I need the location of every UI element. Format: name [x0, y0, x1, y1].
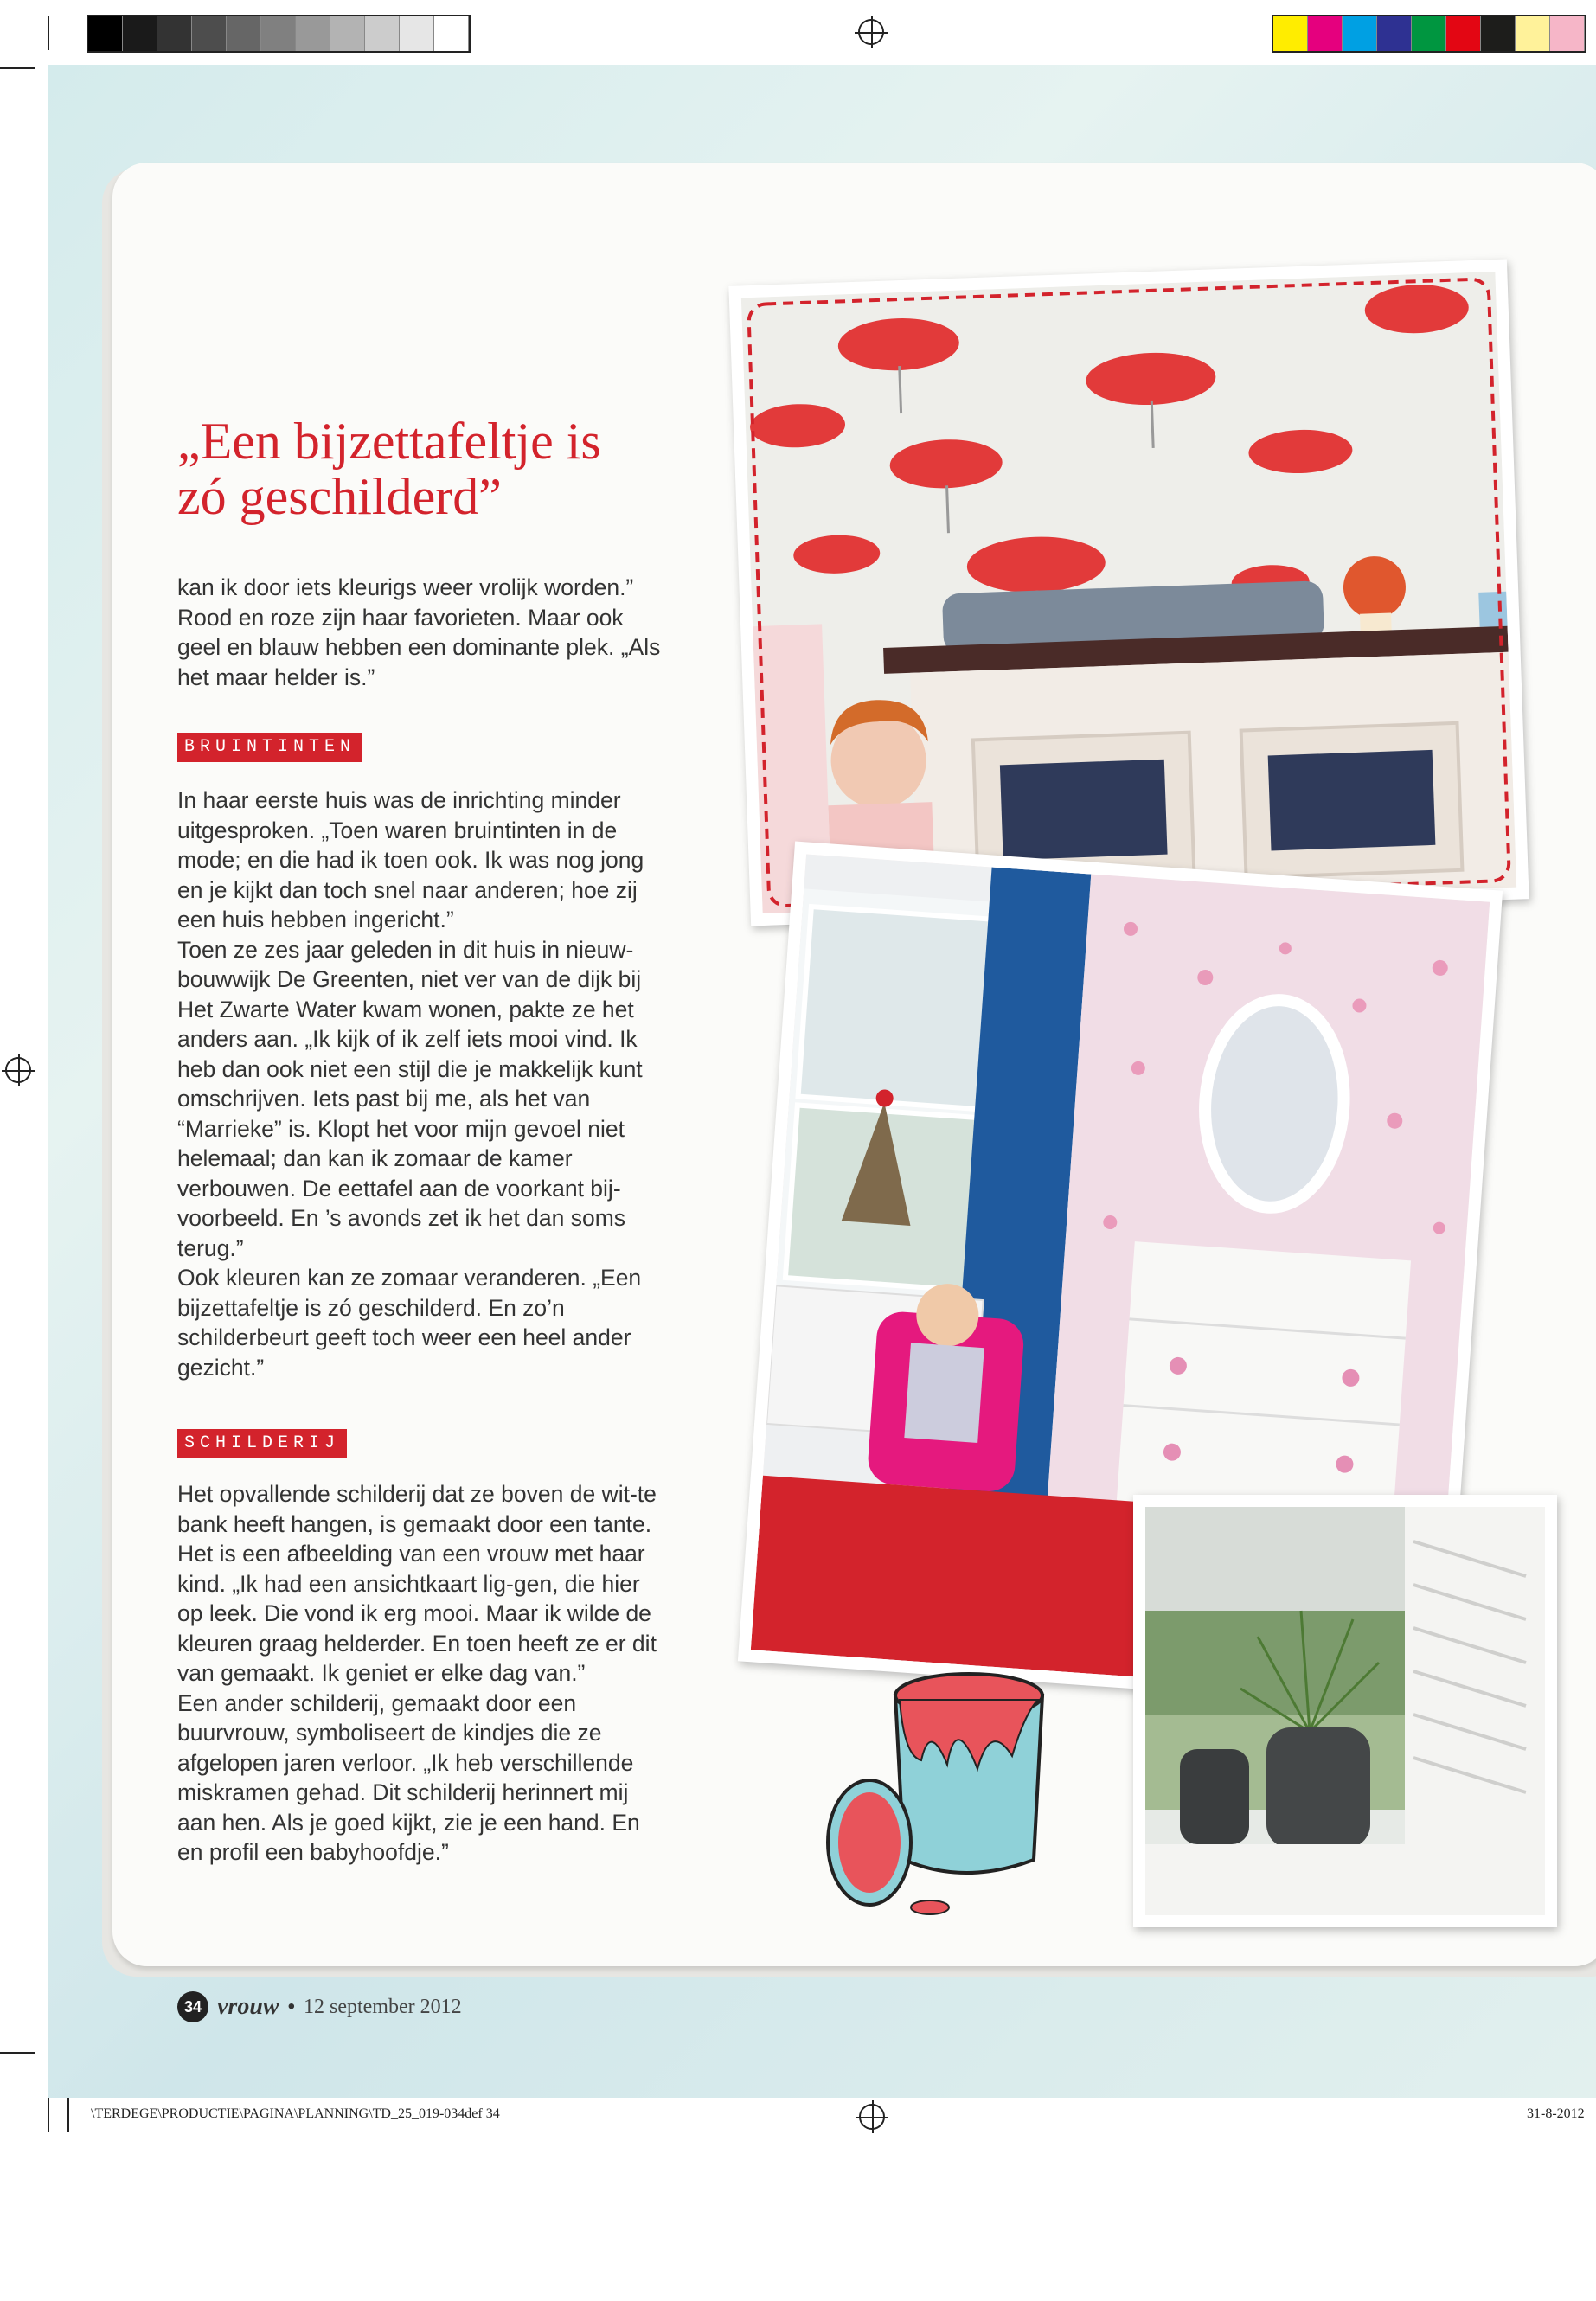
subhead-bruintinten: BRUINTINTEN: [177, 733, 362, 762]
paragraph: Een ander schilderij, gemaakt door een buurvrouw, symboliseert de kindjes die ze afgelopen jaren verloor. „Ik heb verschillende miskramen gehad. Dit schilderij herinnert mij aan hen. Als je goed kijkt, zie je een hand. En en profil een babyhoofdje.”: [177, 1689, 640, 1865]
magazine-brand: vrouw: [217, 1993, 279, 2020]
gray-swatch: [227, 16, 261, 51]
print-slug-date: 31-8-2012: [1527, 2106, 1585, 2121]
intro-text: [177, 573, 662, 692]
paragraph: Het opvallende schilderij dat ze boven de wit-te bank heeft hangen, is gemaakt door een tante. Het is een afbeelding van een vrouw met haar kind. „Ik had een ansichtkaart lig-gen, die hier op leek. Die vond ik erg mooi. Maar ik wilde de kleuren graag helderder. En toen heeft ze er dit van gemaakt. Ik geniet er elke dag van.”: [177, 1481, 657, 1686]
window-plants-illustration: [1145, 1507, 1545, 1915]
gray-swatch: [192, 16, 227, 51]
color-swatch: [1343, 16, 1377, 51]
grayscale-bar: [87, 15, 471, 53]
color-swatch: [1481, 16, 1516, 51]
gray-swatch: [123, 16, 157, 51]
registration-mark-bottom: [859, 2104, 885, 2130]
crop-mark: [67, 2098, 69, 2132]
color-swatch: [1446, 16, 1481, 51]
gray-swatch: [330, 16, 365, 51]
gray-swatch: [296, 16, 330, 51]
crop-mark: [0, 67, 35, 69]
paragraph: Ook kleuren kan ze zomaar veranderen. „Een bijzettafeltje is zó geschilderd. En zo’n schilderbeurt geeft toch weer een heel ander gezicht.”: [177, 1265, 642, 1381]
gray-swatch: [261, 16, 296, 51]
gray-swatch: [434, 16, 469, 51]
page-footer: [177, 1991, 462, 2022]
gray-swatch: [400, 16, 434, 51]
print-slug-path: \TERDEGE\PRODUCTIE\PAGINA\PLANNING\TD_25_019-034def 34: [91, 2106, 500, 2121]
paragraph: In haar eerste huis was de inrichting minder uitgesproken. „Toen waren bruintinten in de mode; en die had ik toen ook. Ik was nog jong en je kijkt dan toch snel naar anderen; hoe zij een huis hebben ingericht.”: [177, 787, 644, 933]
crop-mark: [0, 2052, 35, 2054]
photo-window-plants: [1133, 1495, 1557, 1927]
gray-swatch: [157, 16, 192, 51]
crop-mark: [48, 16, 49, 50]
headline: „Een bijzettafeltje is zó geschilderd”: [177, 413, 601, 525]
registration-mark-top: [858, 19, 884, 45]
separator-bullet: •: [287, 1995, 295, 2018]
paragraph: Toen ze zes jaar geleden in dit huis in nieuw-bouwwijk De Greenten, niet ver van de dijk bij Het Zwarte Water kwam wonen, pakte ze het anders aan. „Ik kijk of ik zelf iets mooi vind. Ik heb dan ook niet een stijl die je makkelijk kunt omschrijven. Iets past bij me, als het van “Marrieke” is. Klopt het voor mijn gevoel niet helemaal; dan kan ik zomaar de kamer verbouwen. De eettafel aan de voorkant bij-voorbeeld. En ’s avonds zet ik het dan soms terug.”: [177, 936, 643, 1261]
page-number: 34: [177, 1991, 208, 2022]
dashed-stitch-frame: [741, 272, 1516, 913]
color-bar: [1272, 15, 1586, 53]
gray-swatch: [88, 16, 123, 51]
color-swatch: [1308, 16, 1343, 51]
section1-text: [177, 785, 662, 1382]
paint-can-illustration: [817, 1661, 1086, 1920]
color-swatch: [1377, 16, 1412, 51]
crop-mark: [48, 2098, 49, 2132]
gray-swatch: [365, 16, 400, 51]
color-swatch: [1412, 16, 1446, 51]
color-swatch: [1550, 16, 1585, 51]
photo-mushroom-room: [728, 260, 1529, 926]
issue-date: 12 september 2012: [303, 1995, 462, 2018]
paragraph: kan ik door iets kleurigs weer vrolijk worden.” Rood en roze zijn haar favorieten. Maar ook geel en blauw hebben een dominante plek. „Als het maar helder is.”: [177, 574, 661, 690]
registration-mark-left: [5, 1057, 31, 1083]
color-swatch: [1273, 16, 1308, 51]
color-swatch: [1516, 16, 1550, 51]
section2-text: [177, 1479, 662, 1868]
subhead-schilderij: SCHILDERIJ: [177, 1429, 347, 1458]
